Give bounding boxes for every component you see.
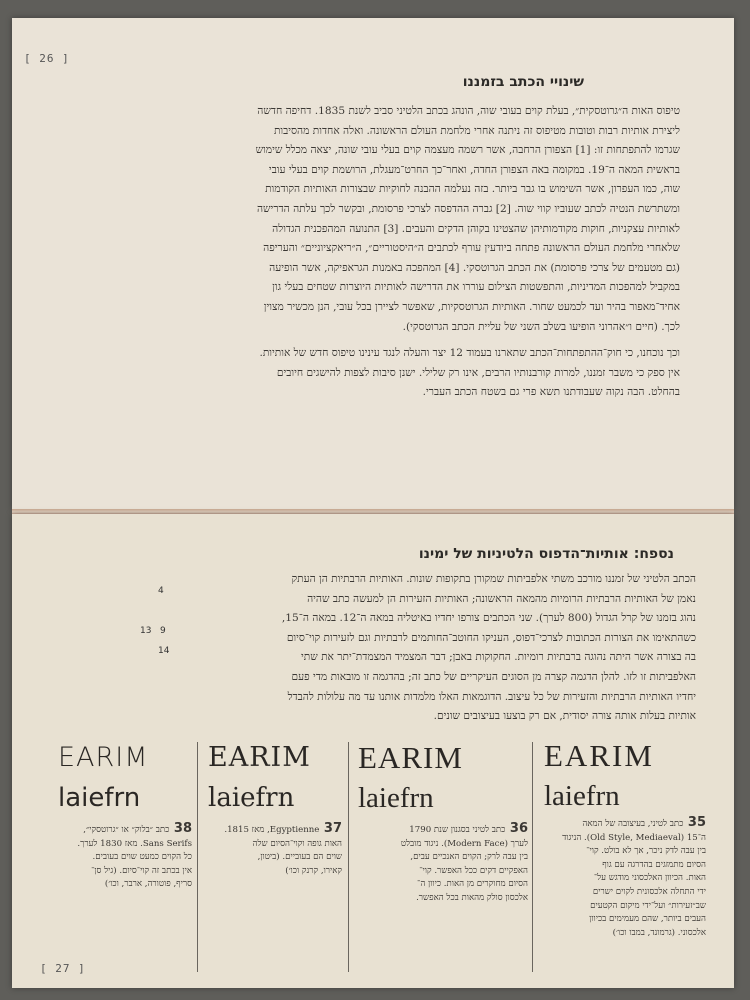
caption-text: הסיום מתמזגים בהדרגה עם גוף (602, 859, 706, 870)
margin-note: 13 (140, 626, 152, 636)
text-line: נהוג בזמנו של קרל הגדול (800 לערך). שני הכתבים צורפו יחדיו באיטליה במאה ה־12. במאה ה־15, (281, 612, 696, 625)
margin-note: 4 (158, 586, 164, 596)
caption-line (536, 913, 706, 927)
caption-text: האות גופה וקוי־הסיום שלה (252, 838, 342, 849)
specimen-caption (536, 816, 706, 940)
specimen-number: 38 (169, 821, 192, 836)
caption-line (42, 878, 192, 892)
caption-line (42, 865, 192, 879)
specimen-lowercase: laiefrn (358, 782, 434, 814)
caption-text: שב״זעירות״ ועל־ידי מיקום הקטעים (590, 900, 706, 911)
page-number: [ 27 ] (40, 962, 86, 975)
caption-line (536, 886, 706, 900)
text-line: בראשית המאה ה־19. במקומה באה הצפורן החדה, ואחר־כך החרט־מעגלת, הרושמת קוים בעלי עובי (268, 163, 680, 176)
text-line: יחדיו האותיות הרבתיות והזעירות של כל עיצוב. הדוגמאות האלו מלמדות אותנו עד מה עלולות להבדל (287, 690, 696, 703)
text-line: אין ספק כי משבר זמננו, למרות קורבנותיו הרבים, אינו רק שלילי. ישנן סיבות לצפות להישגים חיובים (276, 366, 680, 379)
text-line: ליצירת אותיות רבות וטובות מטיפוס זה ניתנה אחרי מלחמת העולם הראשונה. ואלה אחדות מהסיבות (273, 124, 680, 137)
caption-line (198, 822, 342, 838)
specimen-capitals: EARIM (544, 738, 654, 773)
caption-line (350, 822, 528, 838)
specimen-lowercase: laiefrn (544, 780, 620, 812)
text-line: הכתב הלטיני של זמננו מורכב משתי אלפביתות שמקורן בתקופות שונות. האותיות הרבתיות הן העתק (291, 573, 696, 585)
page-number: [ 26 ] (24, 52, 70, 65)
specimen-capitals: EARIM (208, 742, 311, 773)
caption-line (350, 865, 528, 879)
text-line: נאמן של האותיות הרבתיות הרומיות מהמאה הראשונה; האותיות הזעירות הן למעשה כתב שהיה (307, 592, 696, 605)
specimen-number: 35 (683, 815, 706, 830)
caption-text: אין בכתב זה קוי־סיום. (גיל סן־ (91, 865, 192, 876)
caption-text: אלכסון סולק מהאות בכל האפשר. (416, 892, 528, 903)
text-line: לאותיות עצקניות, חוקות מקודמותיהן שהצטינו בקוהן הדקים והעבים. [3] התנועה המהפכנית הגדולה (272, 222, 680, 235)
paragraph-history (54, 102, 680, 337)
text-line: שלאחרי מלחמת העולם הראשונה פתחה ביודעין עורף לכתבים ה״היסטוריים״, ה״ריאקציוניים״ והעריפה (263, 242, 680, 255)
text-line: כשהתאימו את הצורות הכתובות לצרכי־דפוס, העניקו החוטב־החותמים לרבתיות וגם לזעירות קוי־סיום (286, 631, 696, 644)
caption-text: כתב לטיני בסגנון שנת 1790 (409, 825, 506, 835)
text-line: אחיד־מאפור בהיר ועד לכמעט שחור. האותיות הגרוטסקיות, שאפשר לציירן בכל עובי, הנן מכשיר מצוין (263, 300, 680, 313)
column-divider (532, 742, 533, 972)
caption-text: שוים הם בעוביים. (ביטון, (257, 852, 342, 863)
text-line: ומשתרשת הנטיה לכתב שעוביו קווי שוה. [2] גברה ההדפסה לצרכי פרסומת, ובקשר לכך עלתה הדרישה (256, 202, 680, 215)
specimen-number: 37 (319, 821, 342, 836)
caption-text: כל הקוים כמעט שוים בעובים. (92, 852, 192, 863)
text-line: טיפוס האות ה״גרוטסקית״, בעלת קוים בעובי שוה, הונהג בכתב הלטיני סביב לשנת 1835. דחיפה חדשה (257, 105, 680, 117)
caption-line (42, 822, 192, 838)
text-line: שוה, כמו העפרון, אשר השימוש בו גבר ביותר. בזה נעלמה ההבנה לחוקיות שבצורות האותיות הקודמות (265, 183, 680, 196)
caption-text: בין עבה לדק ניכר, אך לא בולט. קוי־ (586, 846, 706, 857)
text-line: לכך. (חיים ו״אהרוני הופיעו בשלב השני של עליית הכתב הגרוטסקי). (402, 320, 680, 333)
caption-line (350, 878, 528, 892)
caption-text: האפקיים דקים ככל האפשר. קוי־ (419, 865, 528, 876)
caption-text: כתב ״בלוק״ או ״גרוטסקי״, (83, 825, 170, 835)
text-line: שגרמו להתפתחות זו: [1] הצפורן הרחבה, אשר רשמה מעצמה קוים בעלי עובי שונה, יצאה מכלל שימוש (255, 144, 680, 157)
paragraph-latin-script (58, 570, 696, 727)
caption-text: ה־15 (Old Style, Mediaeval). הניגוד (562, 832, 706, 843)
caption-line (198, 838, 342, 852)
specimen-caption (198, 822, 342, 878)
specimen-lowercase: laiefrn (208, 783, 295, 813)
margin-note: 9 (160, 626, 166, 636)
page-26 (12, 18, 734, 510)
caption-text: Egyptienne, מאז 1815. (224, 825, 320, 835)
margin-note: 14 (158, 646, 170, 656)
section-heading: שינויי הכתב בזמננו (462, 74, 584, 90)
text-line: אותיות בעלות אותה צורה יסודית, אם רק בוצעו בעיצובים שונים. (433, 710, 696, 723)
specimen-caption (350, 822, 528, 906)
text-line: האלפביתות זו לזו. להלן הדגמה קצרה מן הסוגים העיקריים של כתב זה; בהדגמה זו מובאות מדי פעם (291, 670, 696, 683)
text-line: וכך נוכחנו, כי חוק־ההתפתחות־הכתב שתארנו בעמוד 12 יצר והעלה לנגד עינינו טיפוס חדש של אותיות. (259, 347, 680, 359)
caption-text: ידי התחלה אלכסונית לקוים ישרים (592, 886, 706, 897)
appendix-heading: נספח: אותיות־הדפוס הלטיניות של ימינו (418, 546, 674, 562)
caption-text: סריף, פוטורה, ארבר, וכו׳) (104, 879, 192, 890)
caption-line (536, 900, 706, 914)
caption-line (536, 927, 706, 941)
caption-line (536, 872, 706, 886)
caption-text: אלכסוני. (גרמונד, במבו וכו׳) (612, 927, 706, 938)
column-divider (348, 742, 349, 972)
caption-line (198, 865, 342, 879)
caption-text: האות. הכיוון האלכסוני מודגש על־ (593, 873, 706, 884)
caption-line (536, 845, 706, 859)
specimen-lowercase: laiefrn (58, 783, 141, 813)
caption-line (536, 832, 706, 846)
caption-text: הסיום מחוקרים מן האות. כיוון ה־ (417, 879, 528, 890)
caption-text: כתב לטיני, בעיצובה של המאה (582, 819, 684, 829)
caption-line (42, 851, 192, 865)
caption-text: Sans Serifs. מאז 1830 לערך. (77, 838, 192, 849)
caption-line (350, 838, 528, 852)
caption-line (198, 851, 342, 865)
caption-text: קאירו, קרנק וכו׳) (285, 865, 342, 876)
specimen-capitals: EARIM (358, 740, 463, 775)
text-line: (גם מטעמים של צרכי פרסומת) את הכתב הגרוטסקי. [4] המהפכה באמנות הגראפיקה, אשר הופיעה (269, 261, 680, 274)
text-line: בהחלט. הבה נקוה שעבודתנו תשא פרי גם בשטח הכתב העברי. (422, 386, 680, 399)
caption-text: העבים ביותר, שהם מעמימים בכיוון (589, 914, 706, 925)
caption-line (350, 892, 528, 906)
paragraph-conclusion (54, 344, 680, 403)
page-27 (12, 514, 734, 988)
text-line: בה בצורה אשר היתה נהוגה ברבתיות רומיות. החקוקות באבן; דבר המצמיד המצמדת־יתר את שתי (300, 651, 696, 664)
caption-line (42, 838, 192, 852)
caption-line (536, 859, 706, 873)
caption-text: לערך (Modern Face). ניגוד מובלט (400, 838, 528, 849)
caption-text: בין עבה לרק; הקוים האנכיים עבים, (410, 852, 528, 863)
specimen-number: 36 (505, 821, 528, 836)
specimen-capitals: EARIM (58, 742, 149, 773)
caption-line (536, 816, 706, 832)
specimen-caption (42, 822, 192, 892)
caption-line (350, 851, 528, 865)
text-line: במקביל למהפכות המדיניות, והתפשטות הצילום עוררו את הדרישה לאותיות היוצרות שטחים בעלי גון (272, 281, 680, 294)
